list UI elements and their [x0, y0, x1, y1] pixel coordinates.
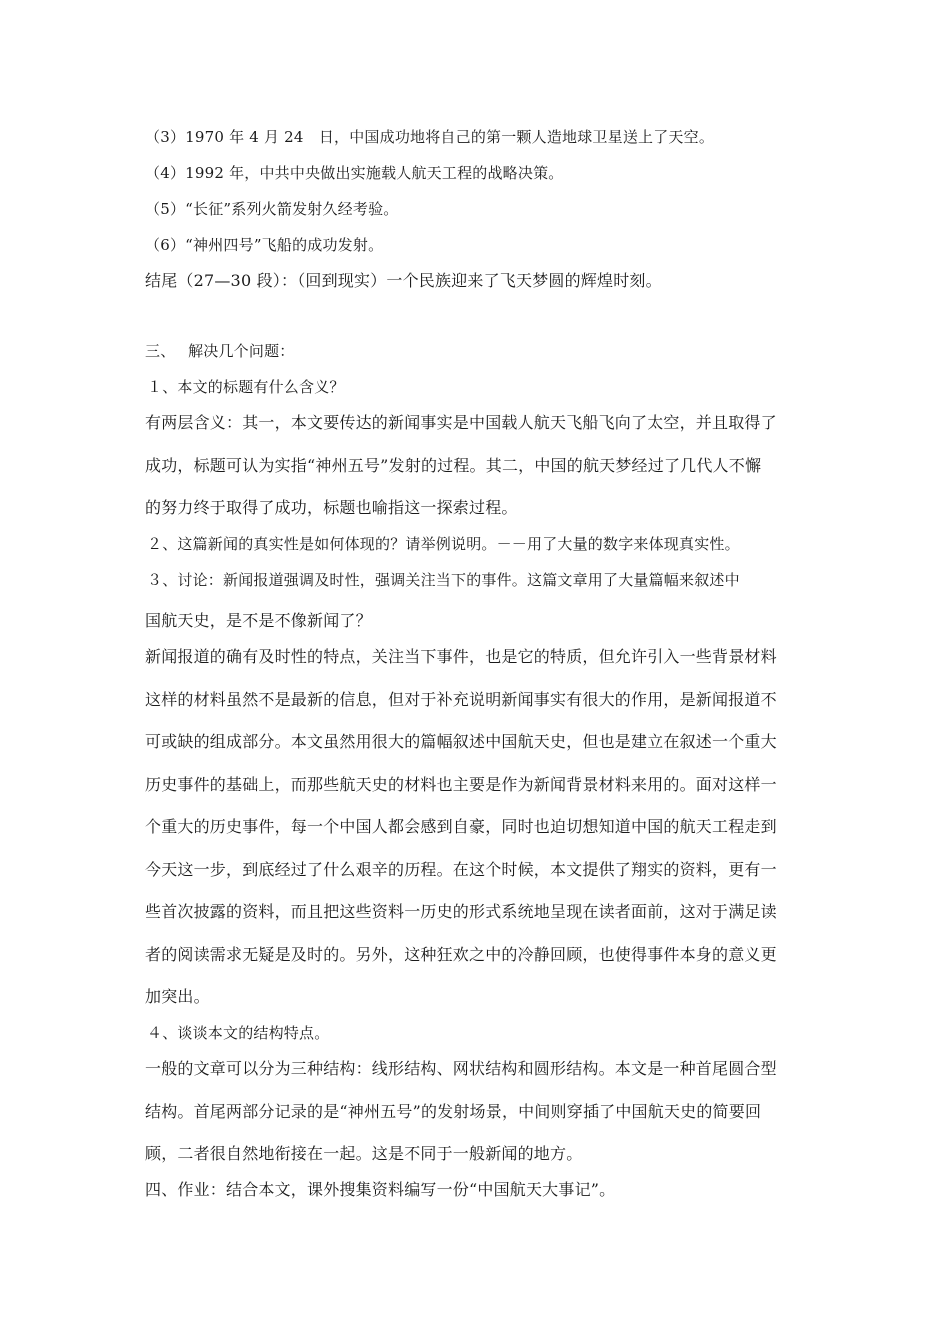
text-line: 顾，二者很自然地衔接在一起。这是不同于一般新闻的地方。 [145, 1144, 583, 1163]
text-line: 一般的文章可以分为三种结构：线形结构、网状结构和圆形结构。本文是一种首尾圆合型 [145, 1059, 777, 1078]
text-line: 些首次披露的资料，而且把这些资料一历史的形式系统地呈现在读者面前，这对于满足读 [145, 902, 777, 921]
text-line: 者的阅读需求无疑是及时的。另外，这种狂欢之中的冷静回顾，也使得事件本身的意义更 [145, 945, 777, 964]
text-line: 国航天史，是不是不像新闻了？ [145, 611, 372, 630]
question-heading: ３、讨论：新闻报道强调及时性，强调关注当下的事件。这篇文章用了大量篇幅来叙述中 [147, 571, 740, 589]
text-line: （5）“长征”系列火箭发射久经考验。 [145, 200, 399, 218]
text-line: 加突出。 [145, 987, 210, 1006]
text-line: 成功，标题可认为实指“神州五号”发射的过程。其二，中国的航天梦经过了几代人不懈 [145, 456, 762, 475]
text-line: 的努力终于取得了成功，标题也喻指这一探索过程。 [145, 498, 518, 517]
text-line: 有两层含义：其一，本文要传达的新闻事实是中国载人航天飞船飞向了太空，并且取得了 [145, 413, 777, 432]
text-line: 新闻报道的确有及时性的特点，关注当下事件，也是它的特质，但允许引入一些背景材料 [145, 647, 777, 666]
question-heading: １、本文的标题有什么含义？ [147, 378, 345, 396]
text-line: 历史事件的基础上，而那些航天史的材料也主要是作为新闻背景材料来用的。面对这样一 [145, 775, 777, 794]
text-line: 个重大的历史事件，每一个中国人都会感到自豪，同时也迫切想知道中国的航天工程走到 [145, 817, 777, 836]
section-heading: 三、 解决几个问题： [145, 342, 295, 360]
text-line: 结尾（27—30 段）：（回到现实）一个民族迎来了飞天梦圆的辉煌时刻。 [145, 271, 662, 290]
question-heading: ２、这篇新闻的真实性是如何体现的？请举例说明。－－用了大量的数字来体现真实性。 [147, 535, 740, 553]
text-line: 今天这一步，到底经过了什么艰辛的历程。在这个时候，本文提供了翔实的资料，更有一 [145, 860, 777, 879]
text-line: 结构。首尾两部分记录的是“神州五号”的发射场景，中间则穿插了中国航天史的简要回 [145, 1102, 762, 1121]
text-line: （3）1970 年 4 月 24 日，中国成功地将自己的第一颗人造地球卫星送上了天空。 [145, 128, 715, 146]
text-line: （4）1992 年，中共中央做出实施载人航天工程的战略决策。 [145, 164, 564, 182]
question-heading: ４、谈谈本文的结构特点。 [147, 1024, 330, 1042]
text-line: 这样的材料虽然不是最新的信息，但对于补充说明新闻事实有很大的作用，是新闻报道不 [145, 690, 777, 709]
text-line: （6）“神州四号”飞船的成功发射。 [145, 236, 384, 254]
section-heading: 四、作业：结合本文，课外搜集资料编写一份“中国航天大事记”。 [145, 1180, 616, 1199]
text-line: 可或缺的组成部分。本文虽然用很大的篇幅叙述中国航天史，但也是建立在叙述一个重大 [145, 732, 777, 751]
